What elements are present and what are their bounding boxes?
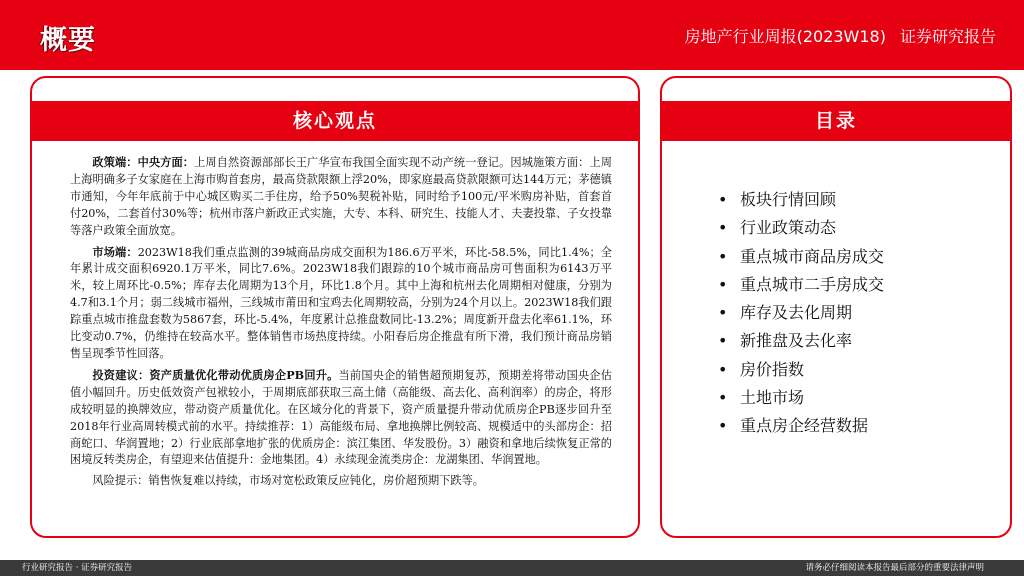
report-name: 房地产行业周报(2023W18) [684, 27, 886, 46]
investment-label: 投资建议：资产质量优化带动优质房企PB回升。 [92, 367, 339, 382]
bullet-icon: • [718, 274, 728, 294]
toc-panel [660, 76, 1012, 538]
toc-item[interactable] [718, 327, 884, 355]
toc-item[interactable] [718, 271, 884, 299]
footer-bar [0, 560, 1024, 576]
investment-paragraph [70, 367, 612, 469]
toc-item[interactable] [718, 299, 884, 327]
toc-item-label: 行业政策动态 [740, 218, 837, 238]
toc-item[interactable] [718, 412, 884, 440]
footer-left-text: 行业研究报告 · 证券研究报告 [22, 563, 133, 573]
toc-item-label: 房价指数 [740, 359, 805, 379]
page-title: 概要 [40, 25, 96, 56]
toc-item[interactable] [718, 356, 884, 384]
toc-item-label: 新推盘及去化率 [740, 331, 853, 351]
core-views-panel [30, 76, 640, 538]
bullet-icon: • [718, 303, 728, 323]
market-label: 市场端： [92, 244, 138, 259]
toc-item-label: 板块行情回顾 [740, 190, 837, 209]
toc-item-label: 重点城市二手房成交 [740, 274, 885, 294]
risk-paragraph: 风险提示：销售恢复难以持续，市场对宽松政策反应钝化，房价超预期下跌等。 [92, 474, 484, 488]
header-bar [0, 0, 1024, 70]
toc-heading-bar [662, 101, 1010, 141]
report-type: 证券研究报告 [899, 27, 996, 46]
core-views-content [70, 154, 612, 494]
toc-heading: 目录 [814, 110, 857, 132]
toc-item-label: 重点房企经营数据 [740, 416, 869, 436]
policy-label: 政策端：中央方面： [92, 155, 195, 169]
core-views-heading-bar [32, 101, 638, 141]
toc-item[interactable] [718, 243, 884, 271]
toc-item[interactable] [718, 384, 884, 412]
market-paragraph [70, 244, 612, 363]
bullet-icon: • [718, 331, 728, 351]
toc-item-label: 重点城市商品房成交 [740, 246, 885, 266]
policy-text-2: 上周上海明确多子女家庭在上海市购首套房，最高贷款限额上浮20%，即家庭最高贷款限额可达144万元；茅德镇市通知，今年年底前于中心城区购买二手住房，给予50%契税补贴，同时给予100元/平米购房补贴，首套首付20%，二套首付30%等；杭州市落户新政正式实施，大专、本科、研究生、技能人才、夫妻投靠、子女投靠等落户政策全面放宽。 [70, 156, 612, 237]
toc-item[interactable] [718, 186, 884, 214]
bullet-icon: • [718, 359, 728, 379]
bullet-icon: • [718, 416, 728, 436]
bullet-icon: • [718, 246, 728, 266]
toc-item[interactable] [718, 214, 884, 242]
market-text: 2023W18我们重点监测的39城商品房成交面积为186.6万平米，环比-58.5%，同比1.4%；全年累计成交面积6920.1万平米，同比7.6%。2023W18我们跟踪的10个城市商品房可售面积为6143万平米，较上周环比-0.5%；库存去化周期为13个月，环比1.8个月。其中上海和杭州去化周期相对健康，分别为4.7和3.1个月；弱二线城市福州，三线城市莆田和宝鸡去化周期较高，分别为24个月以上。2023W18我们跟踪重点城市推盘套数为5867套，环比-5.4%，年度累计总推盘数同比-13.2%；周度新开盘去化率61.1%，环比变动0.7%，仍维持在较高水平。整体销售市场热度持续。小阳春后房企推盘有所下滑，我们预计商品房销售呈现季节性回落。 [70, 245, 612, 360]
toc-item-label: 土地市场 [740, 388, 805, 408]
bullet-icon: • [718, 190, 728, 209]
footer-disclaimer: 请务必仔细阅读本报告最后部分的重要法律声明 [805, 563, 984, 573]
bullet-icon: • [718, 218, 728, 238]
core-views-heading: 核心观点 [292, 110, 377, 132]
policy-text: 上周自然资源部部长王广华宣布我国全面实现不动产统一登记。因城施策方面： [194, 156, 590, 169]
report-title [671, 24, 996, 47]
bullet-icon: • [718, 388, 728, 408]
investment-text: 当前国央企的销售超预期复苏，预期差将带动国央企估值小幅回升。历史低效资产包袱较小，于周期底部获取三高土储（高能级、高去化、高利润率）的房企，将形成较明显的换牌效应，带动资产质量优化。在区域分化的背景下，资产质量提升带动优质房企PB逐步回升至2018年行业高周转模式前的水平。持续推荐：1）高能级布局、拿地换牌比例较高、规模适中的头部房企：招商蛇口、华润置地；2）行业底部拿地扩张的优质房企：滨江集团、华发股份。3）融资和拿地后续恢复正常的困境反转类房企，有望迎来估值提升：金地集团。4）永续现金流类房企：龙湖集团、华润置地。 [70, 368, 612, 467]
toc-list [718, 186, 884, 441]
policy-paragraph [70, 154, 612, 240]
toc-item-label: 库存及去化周期 [740, 303, 853, 323]
